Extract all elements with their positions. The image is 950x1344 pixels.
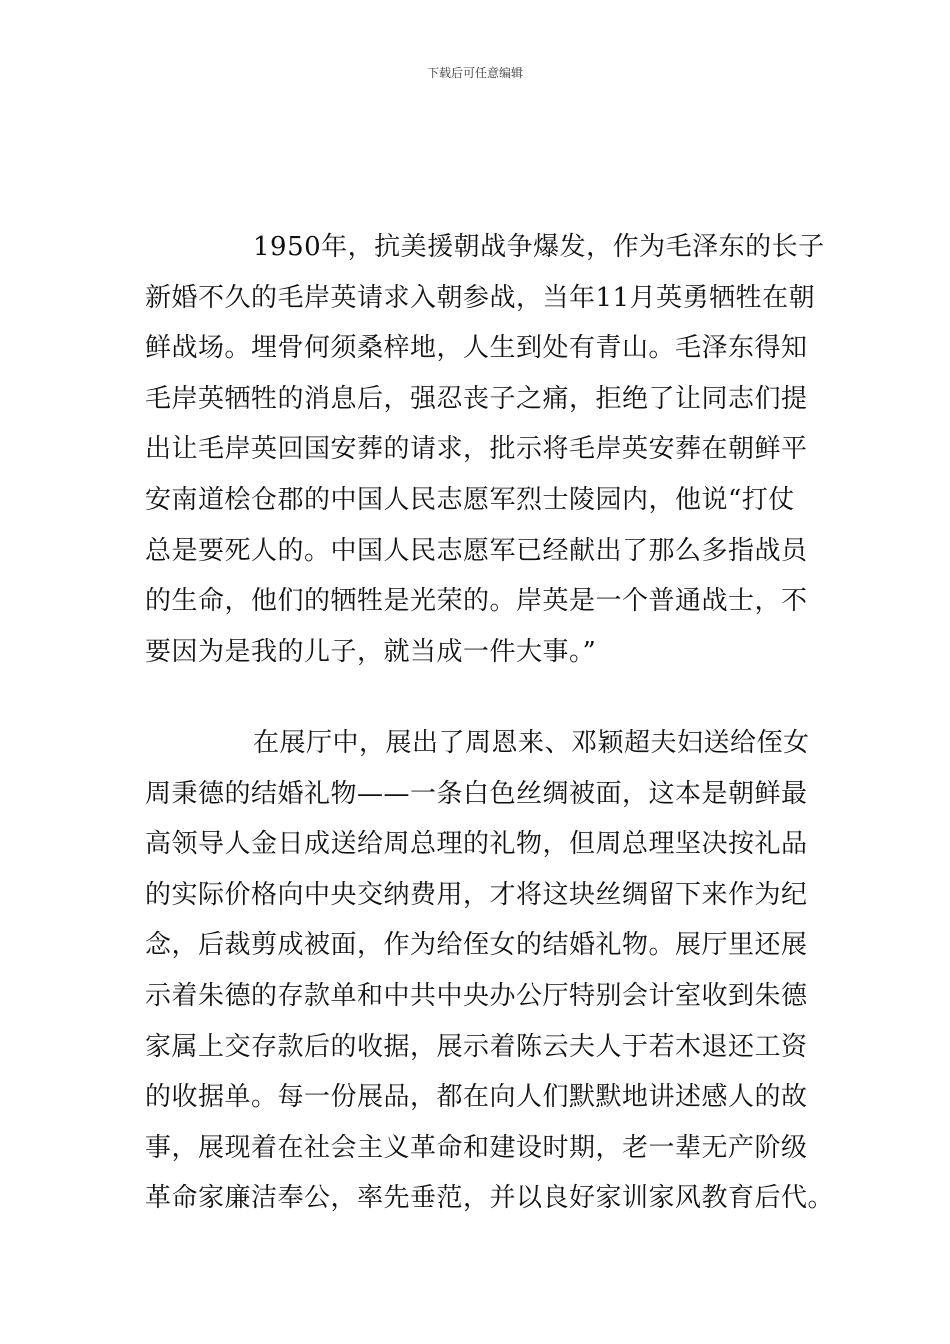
text-line: 事，展现着在社会主义革命和建设时期，老一辈无产阶级: [145, 1132, 808, 1163]
text-line: 家属上交存款后的收据，展示着陈云夫人于若木退还工资: [145, 1031, 808, 1062]
text-line: 高领导人金日成送给周总理的礼物，但周总理坚决按礼品: [145, 829, 808, 860]
text-line: 鲜战场。埋骨何须桑梓地，人生到处有青山。毛泽东得知: [145, 333, 808, 364]
text-line: 的生命，他们的牺牲是光荣的。岸英是一个普通战士，不: [145, 586, 808, 617]
text-line: 毛岸英牺牲的消息后，强忍丧子之痛，拒绝了让同志们提: [145, 383, 808, 414]
text-line: 安南道桧仓郡的中国人民志愿军烈士陵园内，他说“打仗: [145, 484, 795, 515]
paragraph-text: [145, 222, 825, 677]
text-line: 革命家廉洁奉公，率先垂范，并以良好家训家风教育后代。: [145, 1183, 835, 1214]
text-line: 示着朱德的存款单和中共中央办公厅特别会计室收到朱德: [145, 980, 808, 1011]
text-line: 周秉德的结婚礼物——一条白色丝绸被面，这本是朝鲜最: [145, 778, 808, 809]
text-line: 念，后裁剪成被面，作为给侄女的结婚礼物。展厅里还展: [145, 930, 808, 961]
paragraph-exhibition-hall: [145, 718, 835, 1224]
text-line: 的收据单。每一份展品，都在向人们默默地讲述感人的故: [145, 1082, 808, 1113]
text-line: 的实际价格向中央交纳费用，才将这块丝绸留下来作为纪: [145, 879, 808, 910]
text-line: 要因为是我的儿子，就当成一件大事。”: [145, 636, 597, 667]
text-line: 新婚不久的毛岸英请求入朝参战，当年11月英勇牺牲在朝: [145, 282, 816, 313]
page-header-note: 下载后可任意编辑: [426, 66, 523, 80]
text-line: 在展厅中，展出了周恩来、邓颖超夫妇送给侄女: [253, 728, 810, 758]
text-line: 总是要死人的。中国人民志愿军已经献出了那么多指战员: [145, 535, 808, 566]
text-line: 出让毛岸英回国安葬的请求，批示将毛岸英安葬在朝鲜平: [145, 434, 808, 465]
paragraph-mao-anying: [145, 222, 825, 677]
paragraph-text: [145, 718, 835, 1224]
text-line: 1950年，抗美援朝战争爆发，作为毛泽东的长子: [253, 232, 825, 262]
